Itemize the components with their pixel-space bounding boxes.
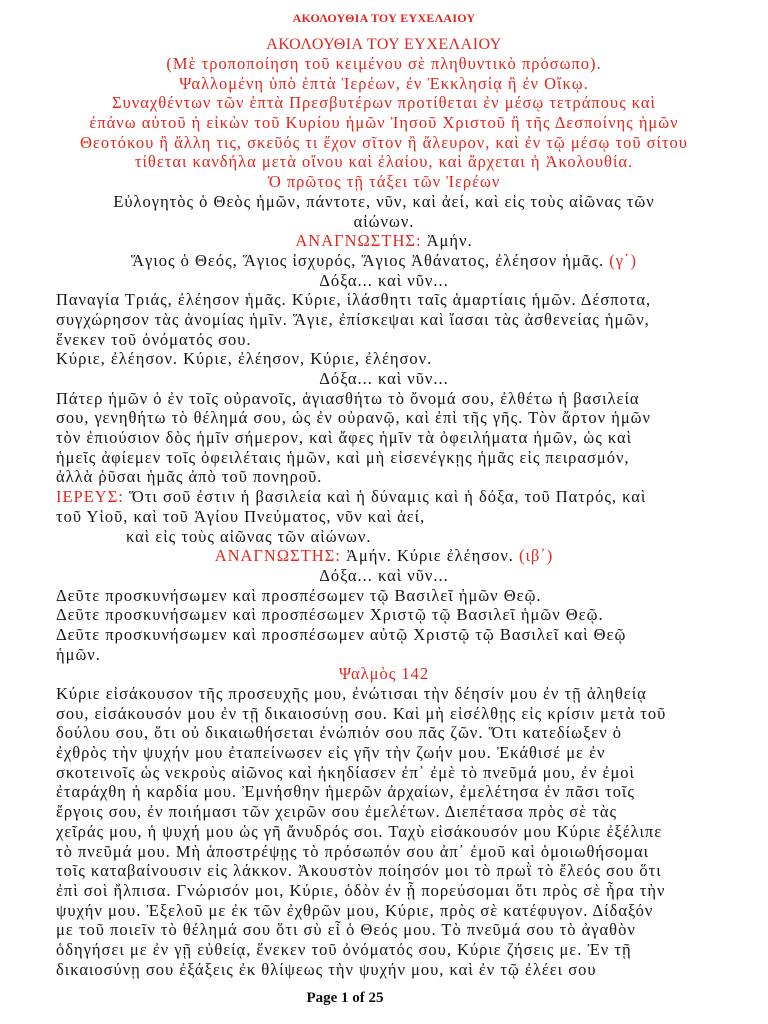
psalm-line: χεῖράς μου, ἡ ψυχή μου ὡς γῆ ἄνυδρός σοι. Ταχὺ εἰσάκουσόν μου Κύριε ἐξέλιπε <box>56 821 663 841</box>
psalm-line: δικαιοσύνῃ σου ἐξάξεις ἐκ θλίψεως τὴν ψυχήν μου, καὶ ἐν τῷ ἐλέει σου <box>56 959 597 979</box>
psalm-line: ἔργοις σου, ἐν ποιήμασι τῶν χειρῶν σου ἐμελέτων. Διεπέτασα πρὸς σὲ τὰς <box>56 802 617 822</box>
speaker-label: ΑΝΑΓΝΩΣΤΗΣ: <box>295 231 422 251</box>
psalm-line: ἐχθρὸς τὴν ψυχήν μου ἐταπείνωσεν εἰς γῆν τὴν ζωήν μου. Ἐκάθισέ με ἐν <box>56 743 606 763</box>
reader-response-kyrie <box>56 546 712 566</box>
psalm-line: τὸ πνεῦμά μου. Μὴ ἀποστρέψῃς τὸ πρόσωπόν σου ἀπ᾿ ἐμοῦ καὶ ὁμοιωθήσομαι <box>56 841 650 861</box>
lords-prayer-line: τὸν ἐπιούσιον δὸς ἡμῖν σήμερον, καὶ ἄφες ἡμῖν τὰ ὀφειλήματα ἡμῶν, ὡς καὶ <box>56 428 633 448</box>
trisagion-line <box>56 251 712 271</box>
psalm-line: ψυχήν μου. Ἐξελοῦ με ἐκ τῶν ἐχθρῶν μου, Κύριε, πρὸς σὲ κατέφυγον. Δίδαξόν <box>56 900 654 920</box>
repeat-count: (γ΄) <box>609 250 637 270</box>
reader-response-amen <box>56 231 712 251</box>
psalm-line: με τοῦ ποιεῖν τὸ θέλημά σου ὅτι σὺ εἶ ὁ Θεός μου. Τὸ πνεῦμά σου τὸ ἀγαθὸν <box>56 920 636 940</box>
psalm-line: τοῖς καταβαίνουσιν εἰς λάκκον. Ἀκουστὸν ποίησόν μοι τὸ πρωῒ τὸ ἔλεός σου ὅτι <box>56 861 662 881</box>
blessing-line: Εὐλογητὸς ὁ Θεὸς ἡμῶν, πάντοτε, νῦν, καὶ ἀεί, καὶ εἰς τοὺς αἰῶνας τῶν <box>113 191 655 211</box>
psalm-line: δούλου σου, ὅτι οὐ δικαιωθήσεται ἐνώπιόν σου πᾶς ζῶν. Ὅτι κατεδίωξεν ὁ <box>56 723 623 743</box>
rubric-setup-line: τίθεται κανδήλα μετὰ οἴνου καὶ ἐλαίου, καὶ ἄρχεται ἡ Ἀκολουθία. <box>134 152 634 172</box>
subtitle: (Μὲ τροποποίηση τοῦ κειμένου σὲ πληθυντικὸ πρόσωπο). <box>166 54 602 73</box>
page-number: Page 1 of 25 <box>306 990 384 1006</box>
priest-exclamation-line <box>56 487 712 507</box>
response-text: Ἀμήν. <box>426 231 473 251</box>
running-header: ΑΚΟΛΟΥΘΙΑ ΤΟΥ ΕΥΧΕΛΑΙΟΥ <box>292 11 476 25</box>
response-text: Ἀμήν. Κύριε ἐλέησον. <box>345 546 514 566</box>
document-body <box>56 54 712 979</box>
psalm-line: σκοτεινοῖς ὡς νεκροὺς αἰῶνος καὶ ἠκηδίασεν ἐπ᾿ ἐμὲ τὸ πνεῦμά μου, ἐν ἐμοὶ <box>56 762 635 782</box>
psalm-line: ἐταράχθη ἡ καρδία μου. Ἐμνήσθην ἡμερῶν ἀρχαίων, ἐμελέτησα ἐν πᾶσι τοῖς <box>56 782 635 802</box>
rubric-setup-line: Συναχθέντων τῶν ἑπτὰ Πρεσβυτέρων προτίθεται ἐν μέσῳ τετράπους καὶ <box>112 93 656 113</box>
doxa-line: Δόξα... καὶ νῦν... <box>319 369 449 388</box>
psalm-line: ὁδηγήσει με ἐν γῇ εὐθείᾳ, ἕνεκεν τοῦ ὀνόματός σου, Κύριε ζήσεις με. Ἐν τῇ <box>56 939 632 959</box>
prayer-line: Παναγία Τριάς, ἐλέησον ἡμᾶς. Κύριε, ἱλάσθητι ταῖς ἁμαρτίαις ἡμῶν. Δέσποτα, <box>56 290 652 310</box>
lords-prayer-line: σου, γενηθήτω τὸ θέλημά σου, ὡς ἐν οὐρανῷ, καὶ ἐπὶ τῆς γῆς. Τὸν ἄρτον ἡμῶν <box>56 408 651 428</box>
psalm-line: ἐπὶ σοὶ ἤλπισα. Γνώρισόν μοι, Κύριε, ὁδὸν ἐν ᾗ πορεύσομαι ὅτι πρὸς σὲ ἦρα τὴν <box>56 880 666 900</box>
invitatory-line: ἡμῶν. <box>56 644 101 664</box>
priest-exclamation-line: τοῦ Υἱοῦ, καὶ τοῦ Ἁγίου Πνεύματος, νῦν καὶ ἀεί, <box>56 506 426 526</box>
document-title: ΑΚΟΛΟΥΘΙΑ ΤΟΥ ΕΥΧΕΛΑΙΟΥ <box>266 36 502 53</box>
rubric-chant-note: Ψαλλομένη ὑπὸ ἑπτὰ Ἱερέων, ἐν Ἐκκλησίᾳ ἢ ἐν Οἴκῳ. <box>179 73 589 93</box>
lords-prayer-line: Πάτερ ἡμῶν ὁ ἐν τοῖς οὐρανοῖς, ἁγιασθήτω τὸ ὄνομά σου, ἐλθέτω ἡ βασιλεία <box>56 388 640 408</box>
rubric-setup-line: Θεοτόκου ἢ ἄλλη τις, σκεῦός τι ἔχον σῖτον ἢ ἄλευρον, καὶ ἐν τῷ μέσῳ τοῦ σίτου <box>80 132 688 152</box>
psalm-line: σου, εἰσάκουσόν μου ἐν τῇ δικαιοσύνῃ σου. Καὶ μὴ εἰσέλθῃς εἰς κρίσιν μετὰ τοῦ <box>56 703 667 723</box>
doxa-line: Δόξα... καὶ νῦν... <box>319 270 449 290</box>
invitatory-line: Δεῦτε προσκυνήσωμεν καὶ προσπέσωμεν τῷ Βασιλεῖ ἡμῶν Θεῷ. <box>56 585 542 605</box>
speaker-label: ΙΕΡΕΥΣ: <box>56 487 124 507</box>
rubric-first-priest: Ὁ πρῶτος τῇ τάξει τῶν Ἱερέων <box>267 172 501 192</box>
kyrie-eleison-line: Κύριε, ἐλέησον. Κύριε, ἐλέησον, Κύριε, ἐλέησον. <box>56 349 433 369</box>
repeat-count: (ιβ΄) <box>519 546 554 566</box>
prayer-line: συγχώρησον τὰς ἀνομίας ἡμῖν. Ἅγιε, ἐπίσκεψαι καὶ ἴασαι τὰς ἀσθενείας ἡμῶν, <box>56 309 650 329</box>
priest-exclamation-line: καὶ εἰς τοὺς αἰῶνας τῶν αἰώνων. <box>126 526 372 546</box>
prayer-line: ἕνεκεν τοῦ ὀνόματός σου. <box>56 329 252 349</box>
speaker-label: ΑΝΑΓΝΩΣΤΗΣ: <box>214 546 341 566</box>
trisagion-text: Ἅγιος ὁ Θεός, Ἅγιος ἰσχυρός, Ἅγιος Ἀθάνατος, ἐλέησον ἡμᾶς. <box>131 250 605 270</box>
lords-prayer-line: ἀλλὰ ῥῦσαι ἡμᾶς ἀπὸ τοῦ πονηροῦ. <box>56 467 323 487</box>
psalm-title: Ψαλμὸς 142 <box>338 664 430 684</box>
blessing-line: αἰώνων. <box>353 211 415 231</box>
lords-prayer-line: ἡμεῖς ἀφίεμεν τοῖς ὀφειλέταις ἡμῶν, καὶ μὴ εἰσενέγκῃς ἡμᾶς εἰς πειρασμόν, <box>56 447 630 467</box>
doxa-line: Δόξα... καὶ νῦν... <box>319 565 449 585</box>
exclamation-text: Ὅτι σοῦ ἐστιν ἡ βασιλεία καὶ ἡ δύναμις καὶ ἡ δόξα, τοῦ Πατρός, καὶ <box>129 487 647 507</box>
rubric-setup-line: ἐπάνω αὐτοῦ ἡ εἰκὼν τοῦ Κυρίου ἡμῶν Ἰησοῦ Χριστοῦ ἢ τῆς Δεσποίνης ἡμῶν <box>89 113 679 133</box>
invitatory-line: Δεῦτε προσκυνήσωμεν καὶ προσπέσωμεν Χριστῷ τῷ Βασιλεῖ ἡμῶν Θεῷ. <box>56 605 604 625</box>
psalm-line: Κύριε εἰσάκουσον τῆς προσευχῆς μου, ἐνώτισαι τὴν δέησίν μου ἐν τῇ ἀληθείᾳ <box>56 684 647 703</box>
invitatory-line: Δεῦτε προσκυνήσωμεν καὶ προσπέσωμεν αὐτῷ Χριστῷ τῷ Βασιλεῖ καὶ Θεῷ <box>56 624 627 644</box>
